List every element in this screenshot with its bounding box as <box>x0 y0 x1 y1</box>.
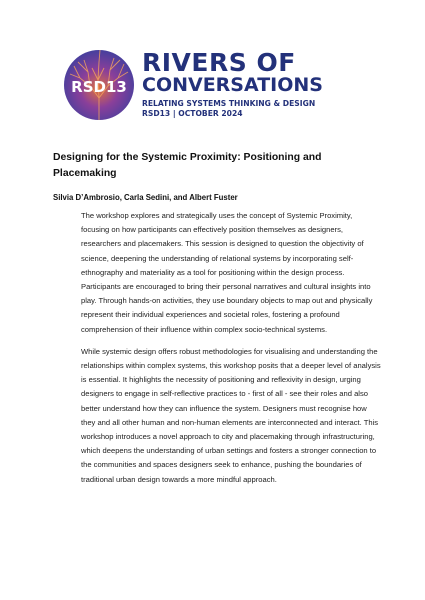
conference-name-line1: RIVERS OF <box>142 48 296 77</box>
body-paragraph: While systemic design offers robust methodologies for visualising and understanding the relationships within complex systems, this workshop posits that a deeper level of analysis is essential. It highlights the necessity of positioning and reflexivity in design, urging designers to engage in self-reflective practices to - first of all - see their roles and also better understand how they can influence the system. Designers must recognise how they and all other human and non-human elements are interconnected and interact. This workshop introduces a novel approach to city and placemaking through infrastructuring, which deepens the understanding of urban settings and fosters a stronger connection to the communities and spaces designers seek to enhance, pushing the boundaries of traditional urban design towards a more mindful approach. <box>81 346 381 484</box>
conference-name-line2: CONVERSATIONS <box>142 74 323 96</box>
article-title: Designing for the Systemic Proximity: Positioning and Placemaking <box>53 152 322 179</box>
conference-banner <box>62 48 362 120</box>
rsd13-logo <box>62 48 136 122</box>
body-paragraph: The workshop explores and strategically uses the concept of Systemic Proximity, focusing on how participants can effectively position themselves as designers, researchers and placemakers. This session is designed to question the objectivity of science, deepening the understanding of relational systems by incorporating self-ethnography and materiality as a tool for positioning within the design process. Participants are encouraged to bring their personal narratives and cultural insights into play. Through hands-on activities, they use boundary objects to map out and physically represent their individual experiences and societal roles, fostering a profound comprehension of their influence within complex socio-technical systems. <box>81 211 373 334</box>
logo-text: RSD13 <box>71 78 127 96</box>
article-body <box>81 209 381 495</box>
article-authors: Silvia D’Ambrosio, Carla Sedini, and Albert Fuster <box>53 193 238 202</box>
conference-tagline: RELATING SYSTEMS THINKING & DESIGN <box>142 99 316 108</box>
conference-edition: RSD13 | OCTOBER 2024 <box>142 109 243 118</box>
banner-text <box>142 50 382 119</box>
